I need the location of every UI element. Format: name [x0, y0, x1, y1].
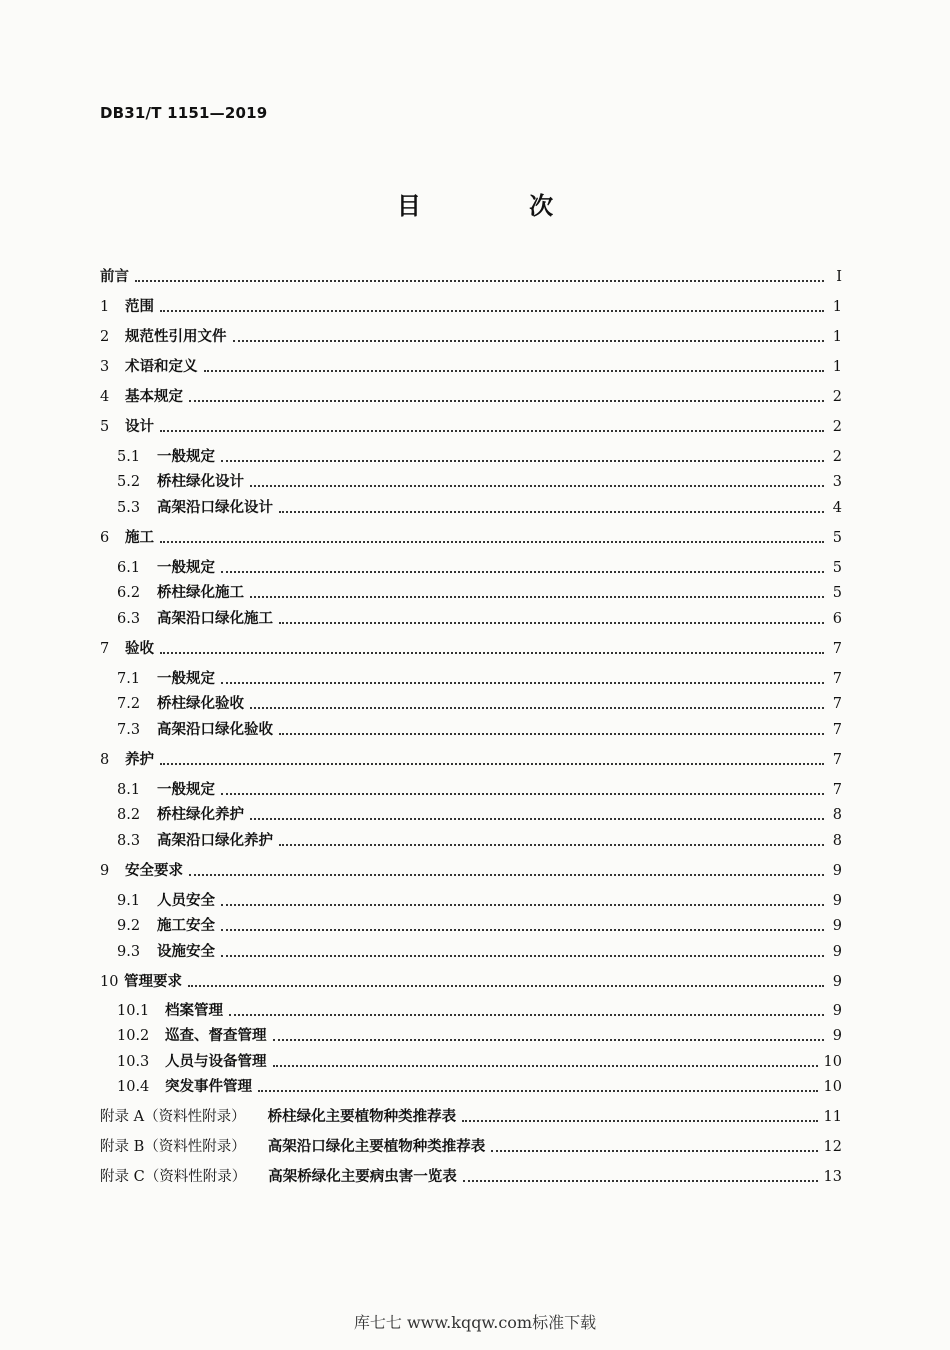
dot-leader — [204, 368, 825, 372]
toc-entry-number: 5 — [100, 419, 110, 435]
toc-entry-number: 5.2 — [117, 474, 141, 490]
dot-leader — [221, 791, 824, 795]
toc-entry[interactable] — [117, 719, 842, 741]
toc-entry-number: 3 — [100, 359, 110, 375]
footer-watermark: 库七七 www.kqqw.com标准下载 — [353, 1313, 597, 1332]
standard-code: DB31/T 1151—2019 — [100, 104, 268, 122]
toc-entry-label: 基本规定 — [125, 388, 183, 405]
dot-leader — [258, 1088, 818, 1092]
dot-leader — [189, 872, 824, 876]
toc-entry[interactable] — [117, 668, 842, 690]
dot-leader — [250, 816, 824, 820]
toc-entry-number: 附录 B（资料性附录） — [100, 1139, 246, 1155]
dot-leader — [221, 902, 824, 906]
dot-leader — [279, 842, 824, 846]
dot-leader — [229, 1012, 824, 1016]
toc-entry[interactable] — [100, 356, 842, 378]
toc-entry[interactable] — [117, 693, 842, 715]
toc-entry-page: 9 — [832, 1003, 842, 1019]
dot-leader — [250, 594, 824, 598]
dot-leader — [491, 1148, 817, 1152]
toc-entry-label: 前言 — [100, 268, 129, 285]
dot-leader — [160, 308, 824, 312]
toc-entry-page: 10 — [823, 1079, 842, 1095]
toc-entry-page: 13 — [823, 1169, 842, 1185]
toc-entry[interactable] — [100, 1106, 842, 1128]
toc-entry-number: 9 — [100, 863, 110, 879]
toc-entry-page: 8 — [832, 807, 842, 823]
toc-entry-page: 6 — [832, 611, 842, 627]
toc-entry-page: 9 — [832, 918, 842, 934]
toc-entry-number: 9.1 — [117, 893, 141, 909]
toc-entry-number: 6.3 — [117, 611, 141, 627]
dot-leader — [160, 539, 824, 543]
toc-entry-page: 7 — [832, 752, 842, 768]
dot-leader — [462, 1118, 817, 1122]
toc-entry-label: 高架桥绿化主要病虫害一览表 — [268, 1168, 457, 1185]
toc-entry-page: 7 — [832, 641, 842, 657]
toc-entry-label: 规范性引用文件 — [125, 328, 227, 345]
toc-entry-page: 9 — [832, 1028, 842, 1044]
dot-leader — [279, 620, 824, 624]
dot-leader — [160, 650, 824, 654]
toc-entry[interactable] — [100, 749, 842, 771]
dot-leader — [221, 927, 824, 931]
toc-entry-label: 突发事件管理 — [165, 1078, 252, 1095]
toc-entry[interactable] — [117, 608, 842, 630]
toc-entry-label: 高架沿口绿化施工 — [157, 610, 273, 627]
toc-entry-label: 人员安全 — [157, 892, 215, 909]
toc-entry-number: 1 — [100, 299, 110, 315]
toc-entry-label: 桥柱绿化施工 — [157, 584, 244, 601]
toc-entry-page: 2 — [832, 449, 842, 465]
toc-entry[interactable] — [117, 497, 842, 519]
toc-entry-page: 5 — [832, 530, 842, 546]
dot-leader — [279, 731, 824, 735]
toc-entry-page: I — [836, 269, 842, 285]
dot-leader — [160, 428, 824, 432]
toc-entry[interactable] — [100, 296, 842, 318]
toc-entry[interactable] — [117, 779, 842, 801]
dot-leader — [135, 278, 824, 282]
toc-entry-number: 5.3 — [117, 500, 141, 516]
toc-entry-number: 8 — [100, 752, 110, 768]
toc-entry-label: 施工安全 — [157, 917, 215, 934]
toc-entry-page: 9 — [832, 944, 842, 960]
toc-entry[interactable] — [117, 446, 842, 468]
toc-entry[interactable] — [117, 915, 842, 937]
toc-entry-label: 一般规定 — [157, 559, 215, 576]
dot-leader — [463, 1178, 818, 1182]
toc-entry-number: 5.1 — [117, 449, 141, 465]
toc-entry-label: 一般规定 — [157, 670, 215, 687]
dot-leader — [160, 761, 824, 765]
toc-entry-label: 施工 — [125, 529, 154, 546]
dot-leader — [188, 983, 824, 987]
dot-leader — [221, 569, 824, 573]
toc-entry[interactable] — [117, 890, 842, 912]
toc-entry[interactable] — [100, 527, 842, 549]
toc-entry-number: 7 — [100, 641, 110, 657]
toc-entry-page: 4 — [832, 500, 842, 516]
toc-entry-label: 养护 — [125, 751, 154, 768]
toc-entry-page: 7 — [832, 696, 842, 712]
toc-entry[interactable] — [100, 326, 842, 348]
page-title: 目 次 — [396, 192, 604, 220]
toc-entry-number: 4 — [100, 389, 110, 405]
toc-entry[interactable] — [117, 1051, 842, 1073]
toc-entry[interactable] — [100, 971, 842, 993]
toc-entry-label: 一般规定 — [157, 448, 215, 465]
toc-entry-number: 7.2 — [117, 696, 141, 712]
toc-entry[interactable] — [100, 386, 842, 408]
toc-entry-number: 10.4 — [117, 1079, 150, 1095]
toc-entry-label: 人员与设备管理 — [165, 1053, 267, 1070]
toc-entry-page: 12 — [823, 1139, 842, 1155]
dot-leader — [273, 1063, 818, 1067]
toc-entry[interactable] — [100, 1136, 842, 1158]
toc-entry[interactable] — [100, 638, 842, 660]
toc-entry-number: 6 — [100, 530, 110, 546]
toc-entry-label: 高架沿口绿化设计 — [157, 499, 273, 516]
toc-entry-label: 档案管理 — [165, 1002, 223, 1019]
toc-entry[interactable] — [100, 266, 842, 288]
toc-entry-number: 8.2 — [117, 807, 141, 823]
toc-entry-page: 10 — [823, 1054, 842, 1070]
toc-entry-label: 桥柱绿化设计 — [157, 473, 244, 490]
toc-entry-label: 高架沿口绿化验收 — [157, 721, 273, 738]
toc-entry-label: 术语和定义 — [125, 358, 198, 375]
toc-entry[interactable] — [117, 582, 842, 604]
toc-entry-label: 设计 — [125, 418, 154, 435]
toc-entry-number: 2 — [100, 329, 110, 345]
toc-entry-page: 5 — [832, 560, 842, 576]
dot-leader — [189, 398, 824, 402]
toc-entry-page: 9 — [832, 863, 842, 879]
toc-entry-page: 9 — [832, 974, 842, 990]
toc-entry-label: 桥柱绿化养护 — [157, 806, 244, 823]
toc-entry-label: 桥柱绿化主要植物种类推荐表 — [267, 1108, 457, 1125]
toc-entry-number: 7.1 — [117, 671, 141, 687]
dot-leader — [221, 458, 824, 462]
toc-entry-label: 设施安全 — [157, 943, 215, 960]
toc-entry-label: 桥柱绿化验收 — [157, 695, 244, 712]
toc-entry-label: 巡查、督查管理 — [165, 1027, 267, 1044]
toc-entry[interactable] — [117, 1025, 842, 1047]
toc-entry-number: 8.1 — [117, 782, 141, 798]
toc-entry[interactable] — [100, 1166, 842, 1188]
toc-entry-label: 安全要求 — [125, 862, 183, 879]
toc-entry[interactable] — [117, 471, 842, 493]
toc-entry-number: 8.3 — [117, 833, 141, 849]
toc-entry[interactable] — [117, 1076, 842, 1098]
toc-entry-number: 10.2 — [117, 1028, 150, 1044]
toc-entry-label: 一般规定 — [157, 781, 215, 798]
toc-entry-number: 10.1 — [117, 1003, 150, 1019]
toc-entry[interactable] — [117, 941, 842, 963]
toc-entry-page: 7 — [832, 722, 842, 738]
toc-entry-number: 附录 C（资料性附录） — [100, 1169, 247, 1185]
toc-entry-number: 6.1 — [117, 560, 141, 576]
toc-entry-page: 9 — [832, 893, 842, 909]
toc-entry-page: 7 — [832, 782, 842, 798]
toc-entry-number: 10.3 — [117, 1054, 150, 1070]
toc-entry[interactable] — [117, 1000, 842, 1022]
toc-entry-label: 管理要求 — [124, 973, 182, 990]
toc-entry[interactable] — [117, 557, 842, 579]
dot-leader — [250, 483, 824, 487]
toc-entry-page: 3 — [832, 474, 842, 490]
toc-entry[interactable] — [117, 830, 842, 852]
toc-entry-page: 2 — [832, 419, 842, 435]
toc-entry-page: 11 — [823, 1109, 842, 1125]
toc-entry[interactable] — [100, 860, 842, 882]
toc-entry[interactable] — [100, 416, 842, 438]
toc-entry[interactable] — [117, 804, 842, 826]
toc-entry-page: 8 — [832, 833, 842, 849]
toc-entry-page: 2 — [832, 389, 842, 405]
toc-entry-label: 高架沿口绿化主要植物种类推荐表 — [267, 1138, 486, 1155]
toc-entry-page: 1 — [832, 299, 842, 315]
dot-leader — [221, 680, 824, 684]
toc-entry-page: 1 — [832, 359, 842, 375]
toc-entry-label: 验收 — [125, 640, 154, 657]
toc-entry-page: 7 — [832, 671, 842, 687]
toc-entry-number: 7.3 — [117, 722, 141, 738]
toc-entry-page: 1 — [832, 329, 842, 345]
dot-leader — [279, 509, 824, 513]
toc-entry-number: 10 — [100, 974, 119, 990]
toc-entry-label: 高架沿口绿化养护 — [157, 832, 273, 849]
dot-leader — [233, 338, 825, 342]
dot-leader — [221, 953, 824, 957]
toc-entry-number: 6.2 — [117, 585, 141, 601]
toc-entry-label: 范围 — [125, 298, 154, 315]
toc-entry-number: 9.2 — [117, 918, 141, 934]
toc-entry-number: 附录 A（资料性附录） — [100, 1109, 246, 1125]
dot-leader — [250, 705, 824, 709]
toc-entry-page: 5 — [832, 585, 842, 601]
dot-leader — [273, 1037, 825, 1041]
toc-entry-number: 9.3 — [117, 944, 141, 960]
